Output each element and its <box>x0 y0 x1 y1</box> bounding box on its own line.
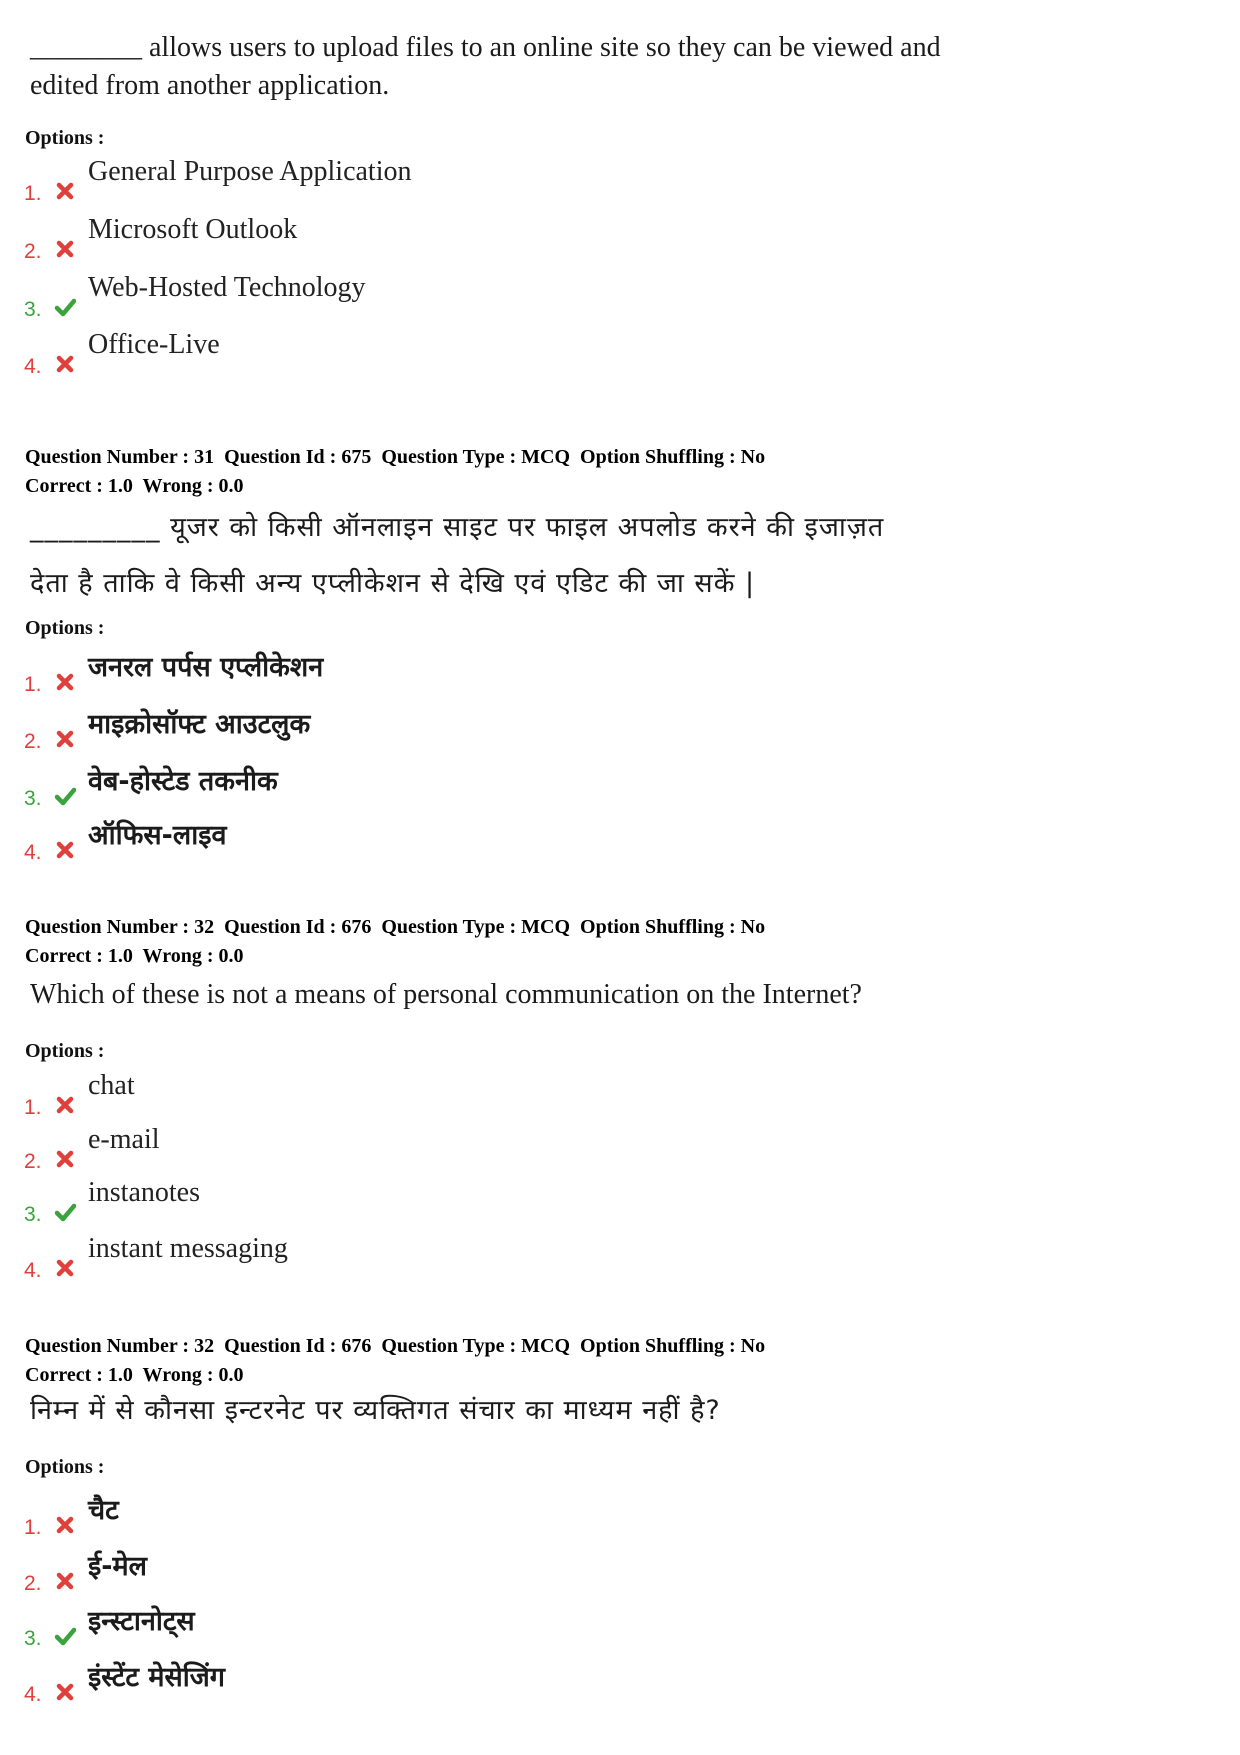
option-item <box>0 761 700 817</box>
question-text-line: ________ allows users to upload files to an online site so they can be viewed and <box>30 32 941 63</box>
option-number: 3. <box>24 787 42 810</box>
cross-icon <box>54 728 76 750</box>
option-text: chat <box>88 1070 135 1101</box>
option-item <box>0 1601 700 1657</box>
options-label: Options : <box>25 1456 105 1478</box>
option-number: 1. <box>24 1516 42 1539</box>
cross-icon <box>54 1094 76 1116</box>
option-text: Office-Live <box>88 329 220 360</box>
option-item <box>0 156 700 212</box>
check-icon <box>54 296 76 318</box>
option-text: चैट <box>88 1495 119 1526</box>
option-item <box>0 815 700 871</box>
cross-icon <box>54 353 76 375</box>
option-item <box>0 1177 700 1233</box>
cross-icon <box>54 238 76 260</box>
check-icon <box>54 1625 76 1647</box>
option-text: माइक्रोसॉफ्ट आउटलुक <box>88 709 311 740</box>
option-number: 1. <box>24 182 42 205</box>
question-score: Correct : 1.0 Wrong : 0.0 <box>25 945 244 967</box>
cross-icon <box>54 1514 76 1536</box>
option-text: General Purpose Application <box>88 156 412 187</box>
option-text: ई-मेल <box>88 1551 147 1582</box>
option-text: जनरल पर्पस एप्लीकेशन <box>88 652 324 683</box>
option-text: Web-Hosted Technology <box>88 272 366 303</box>
question-meta: Question Number : 32 Question Id : 676 Question Type : MCQ Option Shuffling : No <box>25 916 766 938</box>
option-number: 3. <box>24 1203 42 1226</box>
option-number: 4. <box>24 1683 42 1706</box>
question-score: Correct : 1.0 Wrong : 0.0 <box>25 1364 244 1386</box>
option-number: 3. <box>24 1627 42 1650</box>
check-icon <box>54 785 76 807</box>
question-meta: Question Number : 32 Question Id : 676 Question Type : MCQ Option Shuffling : No <box>25 1335 766 1357</box>
option-item <box>0 1124 700 1180</box>
option-item <box>0 1490 700 1546</box>
option-number: 3. <box>24 298 42 321</box>
question-score: Correct : 1.0 Wrong : 0.0 <box>25 475 244 497</box>
options-label: Options : <box>25 1040 105 1062</box>
option-item <box>0 214 700 270</box>
option-text: instanotes <box>88 1177 200 1208</box>
option-text: वेब-होस्टेड तकनीक <box>88 766 278 797</box>
cross-icon <box>54 839 76 861</box>
option-text: e-mail <box>88 1124 160 1155</box>
option-item <box>0 1546 700 1602</box>
option-number: 2. <box>24 1150 42 1173</box>
options-label: Options : <box>25 127 105 149</box>
cross-icon <box>54 1257 76 1279</box>
option-number: 2. <box>24 240 42 263</box>
option-number: 4. <box>24 1259 42 1282</box>
option-number: 2. <box>24 1572 42 1595</box>
option-text: instant messaging <box>88 1233 288 1264</box>
option-text: Microsoft Outlook <box>88 214 298 245</box>
option-item <box>0 1233 700 1289</box>
cross-icon <box>54 180 76 202</box>
option-item <box>0 329 700 385</box>
option-item <box>0 272 700 328</box>
question-text-line: देता है ताकि वे किसी अन्य एप्लीकेशन से देखि एवं एडिट की जा सकें | <box>30 568 756 599</box>
cross-icon <box>54 1681 76 1703</box>
options-label: Options : <box>25 617 105 639</box>
cross-icon <box>54 1570 76 1592</box>
check-icon <box>54 1201 76 1223</box>
option-item <box>0 1070 700 1126</box>
option-number: 4. <box>24 355 42 378</box>
question-text-line: निम्न में से कौनसा इन्टरनेट पर व्यक्तिगत संचार का माध्यम नहीं है? <box>30 1395 721 1426</box>
option-number: 4. <box>24 841 42 864</box>
question-text-line: _________ यूजर को किसी ऑनलाइन साइट पर फाइल अपलोड करने की इजाज़त <box>30 512 885 543</box>
cross-icon <box>54 1148 76 1170</box>
question-text-line: Which of these is not a means of personal communication on the Internet? <box>30 979 862 1010</box>
option-item <box>0 647 700 703</box>
option-number: 2. <box>24 730 42 753</box>
cross-icon <box>54 671 76 693</box>
option-number: 1. <box>24 673 42 696</box>
option-text: इन्स्टानोट्स <box>88 1606 195 1637</box>
option-text: ऑफिस-लाइव <box>88 820 227 851</box>
question-meta: Question Number : 31 Question Id : 675 Question Type : MCQ Option Shuffling : No <box>25 446 766 468</box>
option-number: 1. <box>24 1096 42 1119</box>
option-item <box>0 704 700 760</box>
option-text: इंस्टेंट मेसेजिंग <box>88 1662 226 1693</box>
question-text-line: edited from another application. <box>30 70 390 101</box>
option-item <box>0 1657 700 1713</box>
